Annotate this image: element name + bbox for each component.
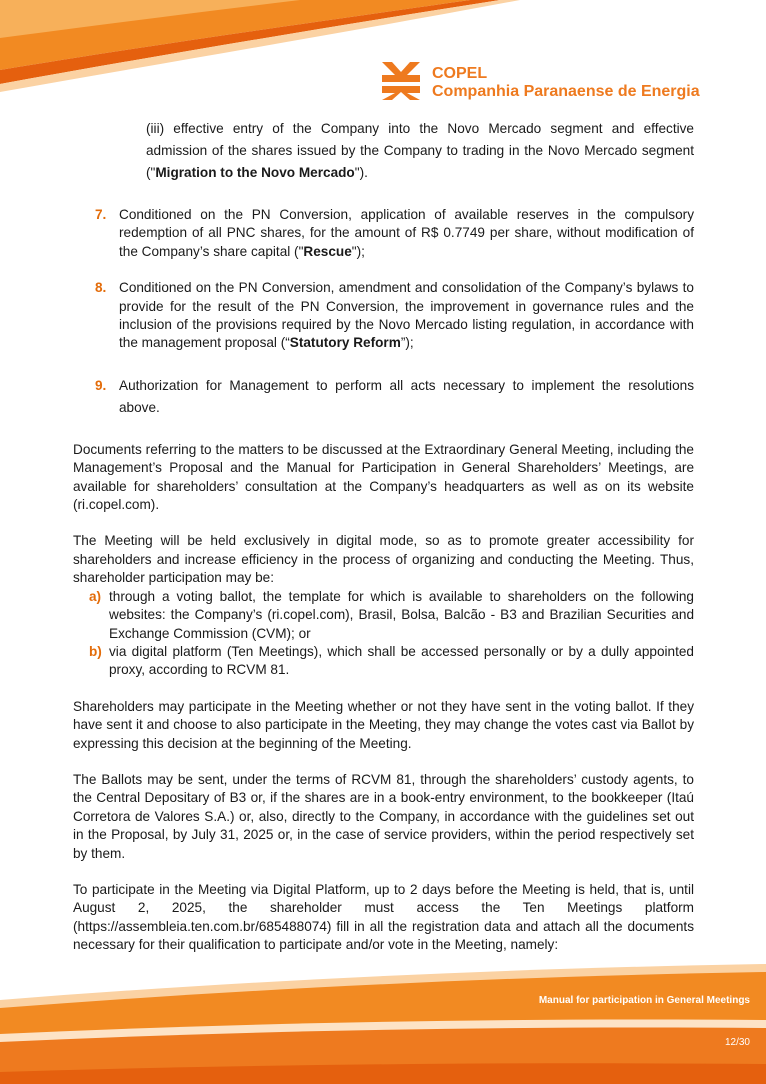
paragraph-ballots: The Ballots may be sent, under the terms of RCVM 81, through the shareholders’ custody agents, to the Central Depositary of B3 or, if the shares are in a book-entry environment, to the bookkeeper (Itaú Corretora de Valores S.A.) or, also, directly to the Company, in accordance with the guidelines set out in the Proposal, by July 31, 2025 or, in the case of service providers, within the period respectively set by them. (73, 771, 694, 861)
rescue-term: Rescue (303, 243, 352, 259)
participation-option-b: b) via digital platform (Ten Meetings), which shall be accessed personally or by a dully appointed proxy, according to RCVM 81. (89, 643, 694, 678)
paragraph-documents: Documents referring to the matters to be discussed at the Extraordinary General Meeting, including the Management’s Proposal and the Manual for Participation in General Shareholders’ Meetings, are available for shareholders’ consultation at the Company’s headquarters as well as on its website (ri.copel.com). (73, 441, 694, 513)
participation-option-a: a) through a voting ballot, the template for which is available to shareholders on the following websites: the Company’s (ri.copel.com), Brasil, Bolsa, Balcão - B3 and Brazilian Securities and Exchange Commission (CVM); or (89, 588, 694, 641)
sub-item-iii: (iii) effective entry of the Company into the Novo Mercado segment and effective admission of the shares issued by the Company to trading in the Novo Mercado segment ("Migration to the Novo Mercado"). (146, 121, 694, 180)
document-body (73, 118, 694, 955)
list-number: 8. (95, 280, 107, 296)
logo-name: COPEL (432, 65, 488, 82)
option-letter: b) (89, 643, 102, 659)
option-letter: a) (89, 588, 102, 604)
footer-label: Manual for participation in General Meetings (538, 995, 750, 1006)
list-number: 7. (95, 207, 107, 222)
page-number: 12/30 (724, 1037, 750, 1048)
company-logo (380, 60, 700, 104)
migration-term: Migration to the Novo Mercado (155, 165, 355, 180)
list-item-9: 9. Authorization for Management to perform all acts necessary to implement the resolutions above. (73, 375, 694, 419)
list-number: 9. (95, 377, 107, 393)
footer-swoosh (0, 960, 766, 1084)
list-item-7: 7. Conditioned on the PN Conversion, application of available reserves in the compulsory redemption of all PNC shares, for the amount of R$ 0.7749 per share, without modification of the Company’s share capital ("Rescue"); (95, 207, 694, 259)
copel-logo-icon (380, 60, 422, 102)
paragraph-digital-platform: To participate in the Meeting via Digital Platform, up to 2 days before the Meeting is held, that is, until August 2, 2025, the shareholder must access the Ten Meetings platform (https://assembleia.ten.com.br/685488074) fill in all the registration data and attach all the documents necessary for their qualification to participate and/or vote in the Meeting, namely: (73, 881, 694, 953)
paragraph-meeting-mode: The Meeting will be held exclusively in digital mode, so as to promote greater accessibility for shareholders and increase efficiency in the process of organizing and conducting the Meeting. Thus, shareholder participation may be: (73, 533, 694, 586)
list-item-8: 8. Conditioned on the PN Conversion, amendment and consolidation of the Company’s bylaws to provide for the result of the PN Conversion, the improvement in governance rules and the inclusion of the provisions required by the Novo Mercado listing regulation, in accordance with the management proposal (“Statutory Reform”); (95, 280, 694, 351)
participation-options-list (73, 588, 694, 680)
logo-full-name: Companhia Paranaense de Energia (432, 83, 700, 100)
paragraph-shareholders: Shareholders may participate in the Meeting whether or not they have sent in the voting ballot. If they have sent it and choose to also participate in the Meeting, they may change the votes cast via Ballot by expressing this decision at the beginning of the Meeting. (73, 698, 694, 751)
statutory-reform-term: Statutory Reform (289, 335, 401, 351)
